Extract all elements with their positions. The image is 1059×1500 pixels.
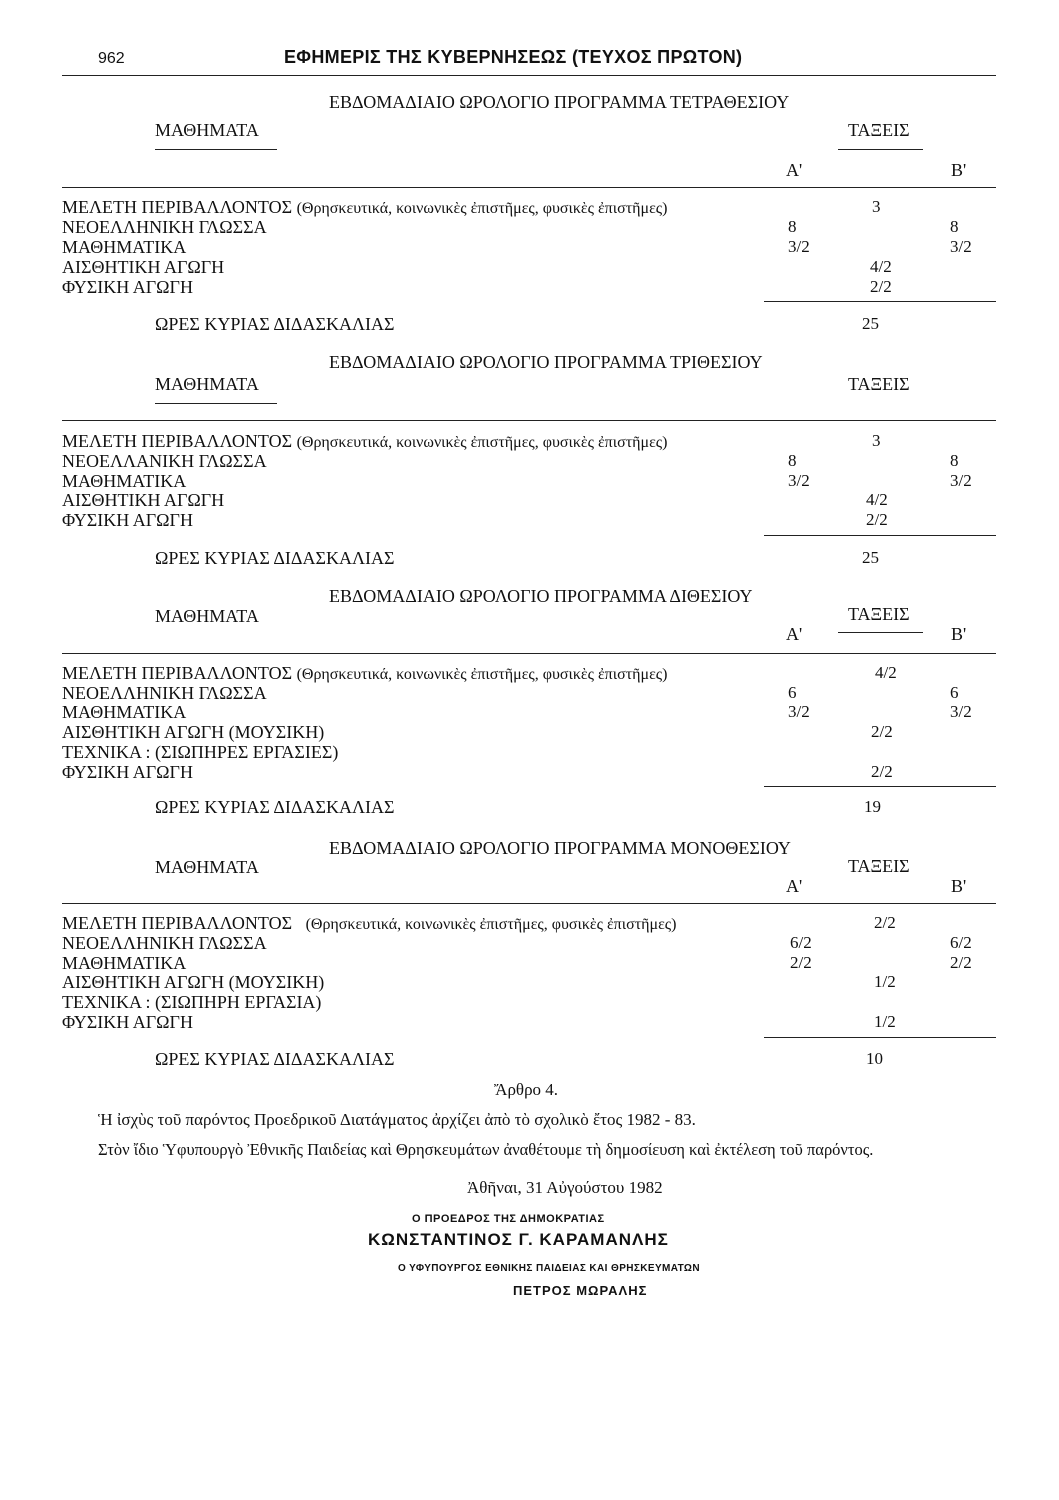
schedule-title: ΕΒΔΟΜΑΔΙΑΙΟ ΩΡΟΛΟΓΙΟ ΠΡΟΓΡΑΜΜΑ ΜΟΝΟΘΕΣΙΟΥ xyxy=(329,838,791,858)
table-row: ΝΕΟΕΛΛΗΝΙΚΗ ΓΛΩΣΣΑ xyxy=(62,683,267,703)
class-b-hours: 3/2 xyxy=(950,702,972,721)
subjects-header: ΜΑΘΗΜΑΤΑ xyxy=(155,857,259,877)
hours-label: ΩΡΕΣ ΚΥΡΙΑΣ ΔΙΔΑΣΚΑΛΙΑΣ xyxy=(155,797,395,817)
classes-underline xyxy=(838,149,923,150)
table-top-rule xyxy=(62,420,996,421)
class-b-header: Β' xyxy=(951,876,967,896)
subjects-underline xyxy=(155,403,277,404)
schedule-title: ΕΒΔΟΜΑΔΙΑΙΟ ΩΡΟΛΟΓΙΟ ΠΡΟΓΡΑΜΜΑ ΔΙΘΕΣΙΟΥ xyxy=(329,586,753,606)
subjects-header: ΜΑΘΗΜΑΤΑ xyxy=(155,120,259,140)
class-b-hours: 3/2 xyxy=(950,237,972,256)
total-hours: 19 xyxy=(864,797,881,816)
table-row: ΑΙΣΘΗΤΙΚΗ ΑΓΩΓΗ xyxy=(62,257,225,277)
combined-hours: 3 xyxy=(872,431,881,450)
header-rule xyxy=(62,75,996,76)
class-a-header: Α' xyxy=(786,624,803,644)
class-b-hours: 3/2 xyxy=(950,471,972,490)
total-rule xyxy=(764,786,996,787)
article-paragraph: Ἡ ἰσχὺς τοῦ παρόντος Προεδρικοῦ Διατάγματος ἀρχίζει ἀπὸ τὸ σχολικὸ ἔτος 1982 - 83. xyxy=(98,1110,696,1129)
combined-hours: 2/2 xyxy=(871,762,893,781)
table-row xyxy=(62,431,667,452)
subject-name: ΜΕΛΕΤΗ ΠΕΡΙΒΑΛΛΟΝΤΟΣ xyxy=(62,663,293,683)
class-a-hours: 8 xyxy=(788,451,797,470)
subject-name: ΜΕΛΕΤΗ ΠΕΡΙΒΑΛΛΟΝΤΟΣ xyxy=(62,431,293,451)
table-row xyxy=(62,913,676,934)
combined-hours: 4/2 xyxy=(875,663,897,682)
total-rule xyxy=(764,301,996,302)
classes-header: ΤΑΞΕΙΣ xyxy=(848,374,910,394)
total-hours: 25 xyxy=(862,314,879,333)
subject-name: ΜΕΛΕΤΗ ΠΕΡΙΒΑΛΛΟΝΤΟΣ xyxy=(62,197,293,217)
subject-note: (Θρησκευτικά, κοινωνικὲς ἐπιστῆμες, φυσικὲς ἐπιστῆμες) xyxy=(305,916,677,933)
table-row: ΦΥΣΙΚΗ ΑΓΩΓΗ xyxy=(62,277,193,297)
hours-label: ΩΡΕΣ ΚΥΡΙΑΣ ΔΙΔΑΣΚΑΛΙΑΣ xyxy=(155,1049,395,1069)
schedule-title: ΕΒΔΟΜΑΔΙΑΙΟ ΩΡΟΛΟΓΙΟ ΠΡΟΓΡΑΜΜΑ ΤΕΤΡΑΘΕΣΙΟΥ xyxy=(329,92,790,112)
article-heading: Ἄρθρο 4. xyxy=(494,1080,559,1099)
table-row: ΤΕΧΝΙΚΑ : (ΣΙΩΠΗΡΕΣ ΕΡΓΑΣΙΕΣ) xyxy=(62,742,339,762)
class-b-hours: 8 xyxy=(950,451,959,470)
subject-note: (Θρησκευτικά, κοινωνικὲς ἐπιστῆμες, φυσικὲς ἐπιστῆμες) xyxy=(296,200,668,217)
class-a-hours: 3/2 xyxy=(788,471,810,490)
total-hours: 10 xyxy=(866,1049,883,1068)
subject-note: (Θρησκευτικά, κοινωνικὲς ἐπιστῆμες, φυσικὲς ἐπιστῆμες) xyxy=(296,434,668,451)
classes-header: ΤΑΞΕΙΣ xyxy=(848,604,910,624)
class-a-hours: 2/2 xyxy=(790,953,812,972)
subjects-header: ΜΑΘΗΜΑΤΑ xyxy=(155,606,259,626)
class-b-header: Β' xyxy=(951,160,967,180)
table-top-rule xyxy=(62,187,996,188)
total-rule xyxy=(764,1037,996,1038)
table-row: ΑΙΣΘΗΤΙΚΗ ΑΓΩΓΗ xyxy=(62,490,225,510)
class-a-hours: 8 xyxy=(788,217,797,236)
class-b-hours: 8 xyxy=(950,217,959,236)
classes-header: ΤΑΞΕΙΣ xyxy=(848,120,910,140)
combined-hours: 2/2 xyxy=(874,913,896,932)
combined-hours: 2/2 xyxy=(870,277,892,296)
combined-hours: 4/2 xyxy=(866,490,888,509)
article-paragraph: Στὸν ἴδιο Ὑφυπουργὸ Ἐθνικῆς Παιδείας καὶ Θρησκευμάτων ἀναθέτουμε τὴ δημοσίευση καὶ ἐκτέλεση τοῦ παρόντος. xyxy=(98,1140,874,1159)
class-b-hours: 6/2 xyxy=(950,933,972,952)
president-name: ΚΩΝΣΤΑΝΤΙΝΟΣ Γ. ΚΑΡΑΜΑΝΛΗΣ xyxy=(368,1230,669,1249)
gazette-title: ΕΦΗΜΕΡΙΣ ΤΗΣ ΚΥΒΕΡΝΗΣΕΩΣ (ΤΕΥΧΟΣ ΠΡΩΤΟΝ) xyxy=(284,47,743,67)
minister-name: ΠΕΤΡΟΣ ΜΩΡΑΛΗΣ xyxy=(513,1283,648,1298)
table-row: ΜΑΘΗΜΑΤΙΚΑ xyxy=(62,702,187,722)
table-top-rule xyxy=(62,653,996,654)
table-row: ΦΥΣΙΚΗ ΑΓΩΓΗ xyxy=(62,510,193,530)
hours-label: ΩΡΕΣ ΚΥΡΙΑΣ ΔΙΔΑΣΚΑΛΙΑΣ xyxy=(155,314,395,334)
hours-label: ΩΡΕΣ ΚΥΡΙΑΣ ΔΙΔΑΣΚΑΛΙΑΣ xyxy=(155,548,395,568)
subject-note: (Θρησκευτικά, κοινωνικὲς ἐπιστῆμες, φυσικὲς ἐπιστῆμες) xyxy=(296,666,668,683)
president-title: Ο ΠΡΟΕΔΡΟΣ ΤΗΣ ΔΗΜΟΚΡΑΤΙΑΣ xyxy=(412,1213,605,1225)
class-a-hours: 6 xyxy=(788,683,797,702)
table-row: ΤΕΧΝΙΚΑ : (ΣΙΩΠΗΡΗ ΕΡΓΑΣΙΑ) xyxy=(62,992,322,1012)
table-row: ΜΑΘΗΜΑΤΙΚΑ xyxy=(62,237,187,257)
table-row xyxy=(62,197,667,218)
subjects-header: ΜΑΘΗΜΑΤΑ xyxy=(155,374,259,394)
table-row: ΦΥΣΙΚΗ ΑΓΩΓΗ xyxy=(62,762,193,782)
page-number: 962 xyxy=(98,50,125,67)
table-row: ΝΕΟΕΛΛΗΝΙΚΗ ΓΛΩΣΣΑ xyxy=(62,933,267,953)
combined-hours: 2/2 xyxy=(871,722,893,741)
class-b-hours: 6 xyxy=(950,683,959,702)
combined-hours: 1/2 xyxy=(874,1012,896,1031)
table-row: ΝΕΟΕΛΛΑΝΙΚΗ ΓΛΩΣΣΑ xyxy=(62,451,267,471)
class-a-header: Α' xyxy=(786,160,803,180)
date-line: Ἀθῆναι, 31 Αὐγούστου 1982 xyxy=(467,1178,663,1197)
schedule-title: ΕΒΔΟΜΑΔΙΑΙΟ ΩΡΟΛΟΓΙΟ ΠΡΟΓΡΑΜΜΑ ΤΡΙΘΕΣΙΟΥ xyxy=(329,352,763,372)
total-hours: 25 xyxy=(862,548,879,567)
class-a-hours: 6/2 xyxy=(790,933,812,952)
combined-hours: 3 xyxy=(872,197,881,216)
class-b-header: Β' xyxy=(951,624,967,644)
total-rule xyxy=(764,535,996,536)
combined-hours: 4/2 xyxy=(870,257,892,276)
combined-hours: 2/2 xyxy=(866,510,888,529)
table-top-rule xyxy=(62,903,996,904)
table-row xyxy=(62,663,667,684)
subjects-underline xyxy=(155,149,277,150)
class-a-hours: 3/2 xyxy=(788,237,810,256)
table-row: ΜΑΘΗΜΑΤΙΚΑ xyxy=(62,471,187,491)
table-row: ΑΙΣΘΗΤΙΚΗ ΑΓΩΓΗ (ΜΟΥΣΙΚΗ) xyxy=(62,972,325,992)
class-b-hours: 2/2 xyxy=(950,953,972,972)
table-row: ΦΥΣΙΚΗ ΑΓΩΓΗ xyxy=(62,1012,193,1032)
class-a-header: Α' xyxy=(786,876,803,896)
subject-name: ΜΕΛΕΤΗ ΠΕΡΙΒΑΛΛΟΝΤΟΣ xyxy=(62,913,293,933)
classes-header: ΤΑΞΕΙΣ xyxy=(848,856,910,876)
combined-hours: 1/2 xyxy=(874,972,896,991)
table-row: ΜΑΘΗΜΑΤΙΚΑ xyxy=(62,953,187,973)
classes-underline xyxy=(838,632,923,633)
minister-title: Ο ΥΦΥΠΟΥΡΓΟΣ ΕΘΝΙΚΗΣ ΠΑΙΔΕΙΑΣ ΚΑΙ ΘΡΗΣΚΕΥΜΑΤΩΝ xyxy=(398,1263,700,1274)
class-a-hours: 3/2 xyxy=(788,702,810,721)
table-row: ΝΕΟΕΛΛΗΝΙΚΗ ΓΛΩΣΣΑ xyxy=(62,217,267,237)
table-row: ΑΙΣΘΗΤΙΚΗ ΑΓΩΓΗ (ΜΟΥΣΙΚΗ) xyxy=(62,722,325,742)
